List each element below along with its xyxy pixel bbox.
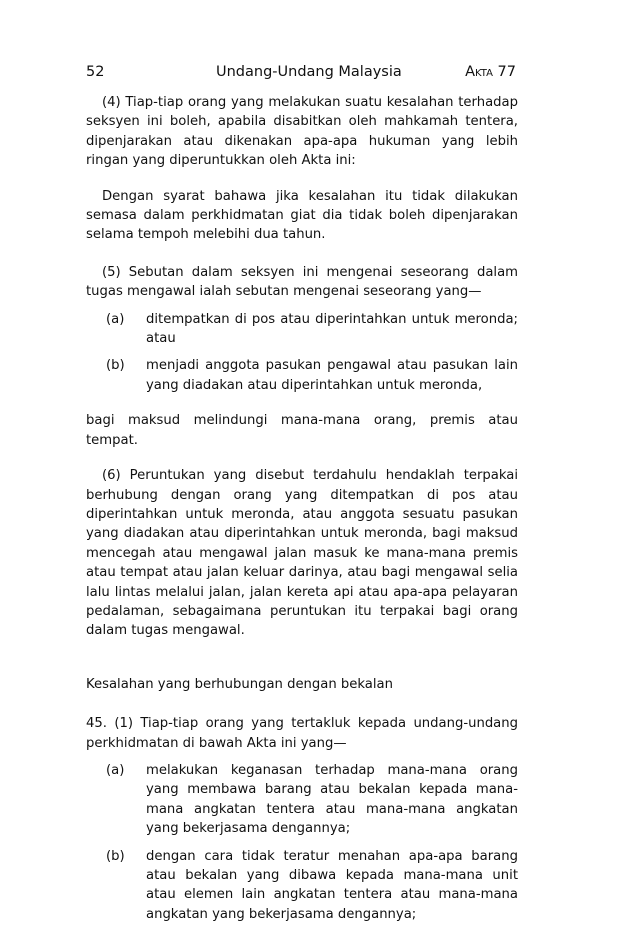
proviso: Dengan syarat bahawa jika kesalahan itu tidak dilakukan semasa dalam perkhidmatan giat dia tidak boleh dipenjarakan selama tempoh melebihi dua tahun.	[86, 188, 518, 243]
section-heading: Kesalahan yang berhubungan dengan bekalan	[86, 676, 393, 692]
subsection-5-tail: bagi maksud melindungi mana-mana orang, premis atau tempat.	[86, 413, 518, 448]
list-item	[86, 310, 518, 349]
item-mark: (a)	[106, 311, 125, 327]
act-word: Akta	[465, 64, 493, 80]
act-reference	[465, 62, 516, 82]
list-item	[86, 356, 518, 395]
item-text: menjadi anggota pasukan pengawal atau pasukan lain yang diadakan atau diperintahkan untuk meronda,	[146, 358, 518, 393]
page-body	[86, 93, 518, 932]
page-number: 52	[86, 64, 105, 80]
item-text: dengan cara tidak teratur menahan apa-apa barang atau bekalan yang dibawa kepada mana-mana unit atau elemen lain angkatan tentera atau mana-mana angkatan yang bekerjasama dengannya;	[146, 848, 518, 922]
item-mark: (b)	[106, 848, 125, 864]
item-text: melakukan keganasan terhadap mana-mana orang yang membawa barang atau bekalan kepada mana-mana angkatan tentera atau mana-mana angkatan yang bekerjasama dengannya;	[146, 762, 518, 837]
subsection-4: (4) Tiap-tiap orang yang melakukan suatu kesalahan terhadap seksyen ini boleh, apabila disabitkan oleh mahkamah tentera, dipenjarakan atau dikenakan apa-apa hukuman yang lebih ringan yang diperuntukkan oleh Akta ini:	[86, 95, 518, 169]
item-text: ditempatkan di pos atau diperintahkan untuk meronda; atau	[146, 311, 518, 347]
list-item	[86, 847, 518, 925]
running-title: Undang-Undang Malaysia	[216, 64, 402, 80]
list-item	[86, 761, 518, 839]
section-45-intro: 45. (1) Tiap-tiap orang yang tertakluk kepada undang-undang perkhidmatan di bawah Akta ini yang—	[86, 716, 518, 751]
item-mark: (b)	[106, 358, 125, 374]
subsection-5: (5) Sebutan dalam seksyen ini mengenai seseorang dalam tugas mengawal ialah sebutan mengenai seseorang yang—	[86, 264, 518, 300]
item-mark: (a)	[106, 762, 125, 778]
act-number: 77	[497, 64, 516, 80]
page-header	[86, 62, 516, 82]
subsection-6: (6) Peruntukan yang disebut terdahulu hendaklah terpakai berhubung dengan orang yang ditempatkan di pos atau diperintahkan untuk meronda, atau anggota sesuatu pasukan yang diadakan atau diperintahkan untuk meronda, bagi maksud mencegah atau mengawal jalan masuk ke mana-mana premis atau tempat atau jalan keluar darinya, atau bagi mengawal selia lalu lintas melalui jalan, jalan kereta api atau apa-apa pelayaran pedalaman, sebagaimana peruntukan itu terpakai bagi orang dalam tugas mengawal.	[86, 468, 518, 639]
